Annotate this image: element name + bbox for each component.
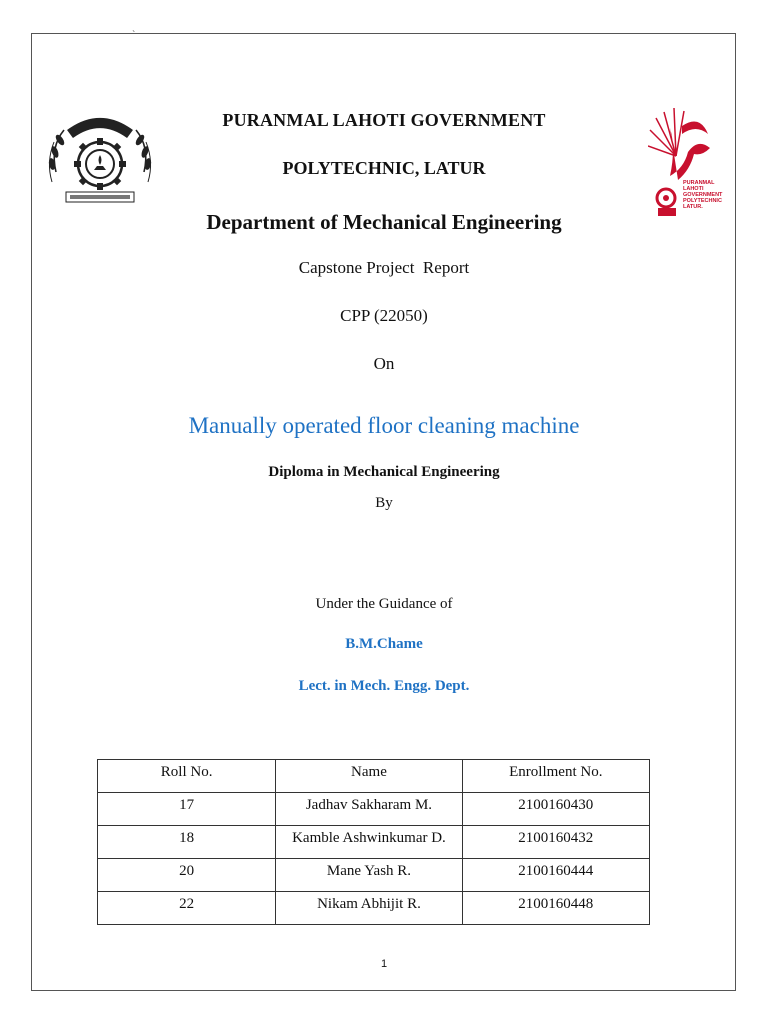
table-row (98, 859, 650, 892)
cell-roll-no: 18 (98, 826, 276, 859)
header-name: Name (276, 760, 462, 793)
department-heading: Department of Mechanical Engineering (206, 210, 562, 234)
page-number: 1 (380, 958, 388, 970)
stray-mark: ` (132, 30, 136, 41)
cell-name: Nikam Abhijit R. (276, 892, 462, 925)
emblem-caption: PURANMAL LAHOTI GOVERNMENT POLYTECHNIC LATUR. (683, 180, 723, 210)
cell-enrollment-no: 2100160432 (462, 826, 649, 859)
diploma-line: Diploma in Mechanical Engineering (268, 464, 500, 480)
cell-enrollment-no: 2100160448 (462, 892, 649, 925)
cell-roll-no: 17 (98, 793, 276, 826)
cell-enrollment-no: 2100160430 (462, 793, 649, 826)
report-type: Capstone Project Report (298, 258, 470, 277)
institute-name-line1: PURANMAL LAHOTI GOVERNMENT (222, 110, 546, 130)
guide-name: B.M.Chame (345, 636, 423, 652)
table-row (98, 793, 650, 826)
students-table (97, 759, 650, 925)
by-label: By (375, 495, 393, 511)
course-code: CPP (22050) (340, 306, 428, 325)
guidance-label: Under the Guidance of (315, 596, 453, 612)
table-row (98, 826, 650, 859)
table-header-row (98, 760, 650, 793)
cell-roll-no: 22 (98, 892, 276, 925)
cell-roll-no: 20 (98, 859, 276, 892)
header-roll-no: Roll No. (98, 760, 276, 793)
cell-name: Mane Yash R. (276, 859, 462, 892)
table-row (98, 892, 650, 925)
cell-enrollment-no: 2100160444 (462, 859, 649, 892)
on-label: On (373, 354, 395, 373)
header-enrollment-no: Enrollment No. (462, 760, 649, 793)
guide-designation: Lect. in Mech. Engg. Dept. (298, 678, 470, 694)
institute-name-line2: POLYTECHNIC, LATUR (282, 158, 486, 178)
cell-name: Kamble Ashwinkumar D. (276, 826, 462, 859)
project-title: Manually operated floor cleaning machine (188, 413, 580, 438)
cell-name: Jadhav Sakharam M. (276, 793, 462, 826)
